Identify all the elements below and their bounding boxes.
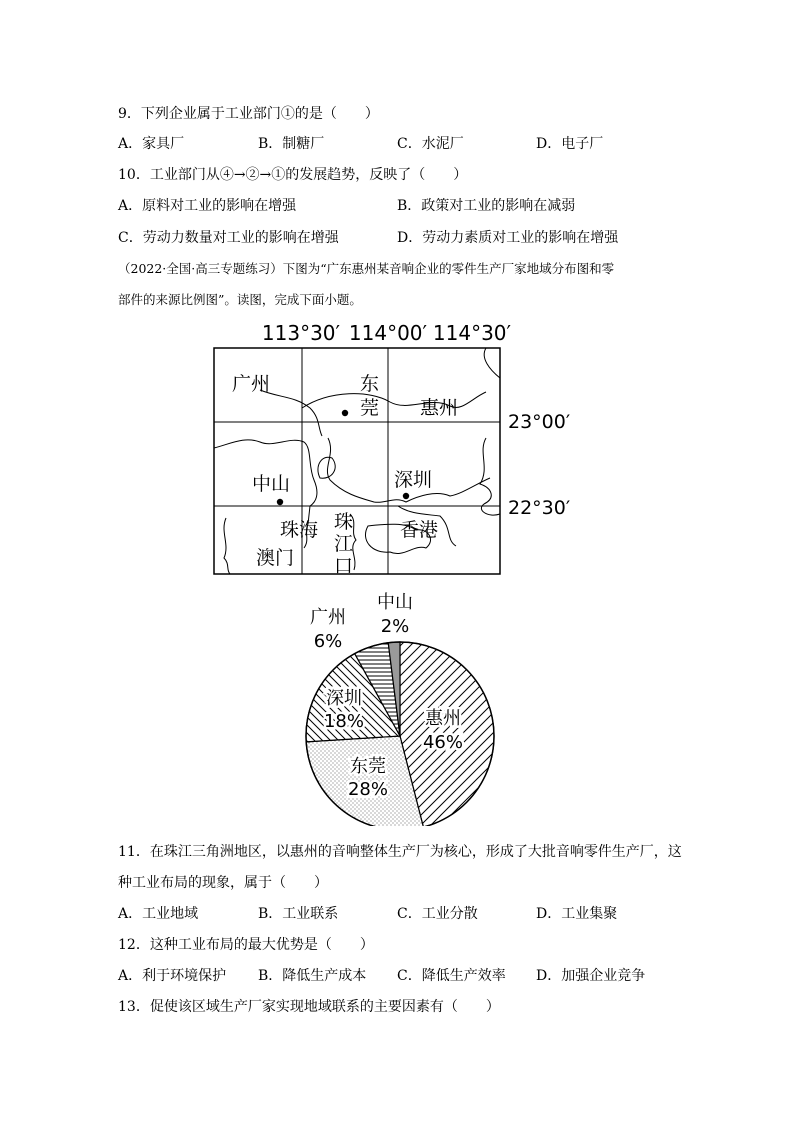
pie-label-shenzhen-value: 18% [323, 711, 365, 732]
river-east [302, 392, 486, 408]
city-dot-dongguan [342, 410, 348, 416]
lon-label-114-30: 114°30′ [432, 321, 512, 345]
pie-label-zhongshan-name: 中山 [377, 592, 413, 613]
pie-label-dongguan-value: 28% [347, 779, 389, 800]
intro-line-1: （2022·全国·高三专题练习）下图为“广东惠州某音响企业的零件生产厂家地域分布图和零 [118, 261, 615, 276]
south-shore-west [224, 518, 230, 574]
location-map [200, 318, 600, 580]
question-10-option-a[interactable]: A．原料对工业的影响在增强 [118, 198, 297, 214]
pie-label-shenzhen-name: 深圳 [326, 688, 362, 709]
question-9-option-d[interactable]: D．电子厂 [536, 136, 604, 152]
question-11-stem-line-1: 11．在珠江三角洲地区，以惠州的音响整体生产厂为核心，形成了大批音响零件生产厂，这 [118, 844, 682, 860]
city-dot-shenzhen [403, 493, 409, 499]
pie-label-huizhou-name: 惠州 [425, 708, 461, 729]
place-pearl-3: 口 [334, 555, 354, 577]
question-9-stem: 9．下列企业属于工业部门①的是（ ） [118, 106, 379, 122]
question-11-stem-line-2: 种工业布局的现象，属于（ ） [118, 875, 328, 891]
lon-label-113-30: 113°30′ [261, 321, 341, 345]
river-upper-east [484, 348, 500, 378]
question-12-option-c[interactable]: C．降低生产效率 [397, 968, 506, 984]
question-12-option-d[interactable]: D．加强企业竞争 [536, 968, 646, 984]
question-10-stem: 10．工业部门从④→②→①的发展趋势，反映了（ ） [118, 167, 468, 183]
place-shenzhen: 深圳 [394, 469, 433, 491]
place-hongkong: 香港 [400, 519, 439, 541]
question-10-option-c[interactable]: C．劳动力数量对工业的影响在增强 [118, 230, 339, 246]
parts-source-pie-chart [280, 586, 520, 826]
place-dongguan-2: 莞 [360, 397, 380, 419]
pie-label-huizhou-value: 46% [422, 732, 464, 753]
east-coast [480, 438, 500, 515]
question-11-option-c[interactable]: C．工业分散 [397, 906, 478, 922]
place-pearl-1: 珠 [334, 511, 354, 533]
place-pearl-2: 江 [334, 533, 354, 555]
pie-label-guangzhou-name: 广州 [310, 607, 346, 628]
lat-label-23-00: 23°00′ [508, 411, 571, 433]
place-guangzhou: 广州 [232, 373, 271, 395]
question-9-option-b[interactable]: B．制糖厂 [258, 136, 325, 152]
question-12-option-a[interactable]: A．利于环境保护 [118, 968, 227, 984]
river-north [260, 390, 322, 436]
place-zhuhai: 珠海 [280, 519, 319, 541]
city-dot-zhongshan [277, 499, 283, 505]
question-10-option-b[interactable]: B．政策对工业的影响在减弱 [397, 198, 576, 214]
question-11-option-d[interactable]: D．工业集聚 [536, 906, 618, 922]
pie-label-guangzhou-value: 6% [313, 631, 343, 652]
place-zhongshan: 中山 [252, 473, 291, 495]
pie-label-zhongshan-value: 2% [380, 616, 410, 637]
question-10-option-d[interactable]: D．劳动力素质对工业的影响在增强 [397, 230, 619, 246]
question-12-option-b[interactable]: B．降低生产成本 [258, 968, 367, 984]
lat-label-22-30: 22°30′ [508, 497, 571, 519]
place-macau: 澳门 [256, 547, 295, 569]
lon-label-114-00: 114°00′ [348, 321, 428, 345]
question-13-stem: 13．促使该区域生产厂家实现地域联系的主要因素有（ ） [118, 999, 500, 1015]
question-9-option-a[interactable]: A．家具厂 [118, 136, 185, 152]
pie-label-dongguan-name: 东莞 [350, 756, 386, 777]
estuary-island [318, 457, 335, 478]
intro-line-2: 部件的来源比例图”。读图，完成下面小题。 [118, 292, 362, 307]
question-9-option-c[interactable]: C．水泥厂 [397, 136, 464, 152]
question-12-stem: 12．这种工业布局的最大优势是（ ） [118, 937, 374, 953]
place-dongguan-1: 东 [360, 373, 380, 395]
question-11-option-a[interactable]: A．工业地域 [118, 906, 199, 922]
question-11-option-b[interactable]: B．工业联系 [258, 906, 339, 922]
place-huizhou: 惠州 [420, 397, 459, 419]
